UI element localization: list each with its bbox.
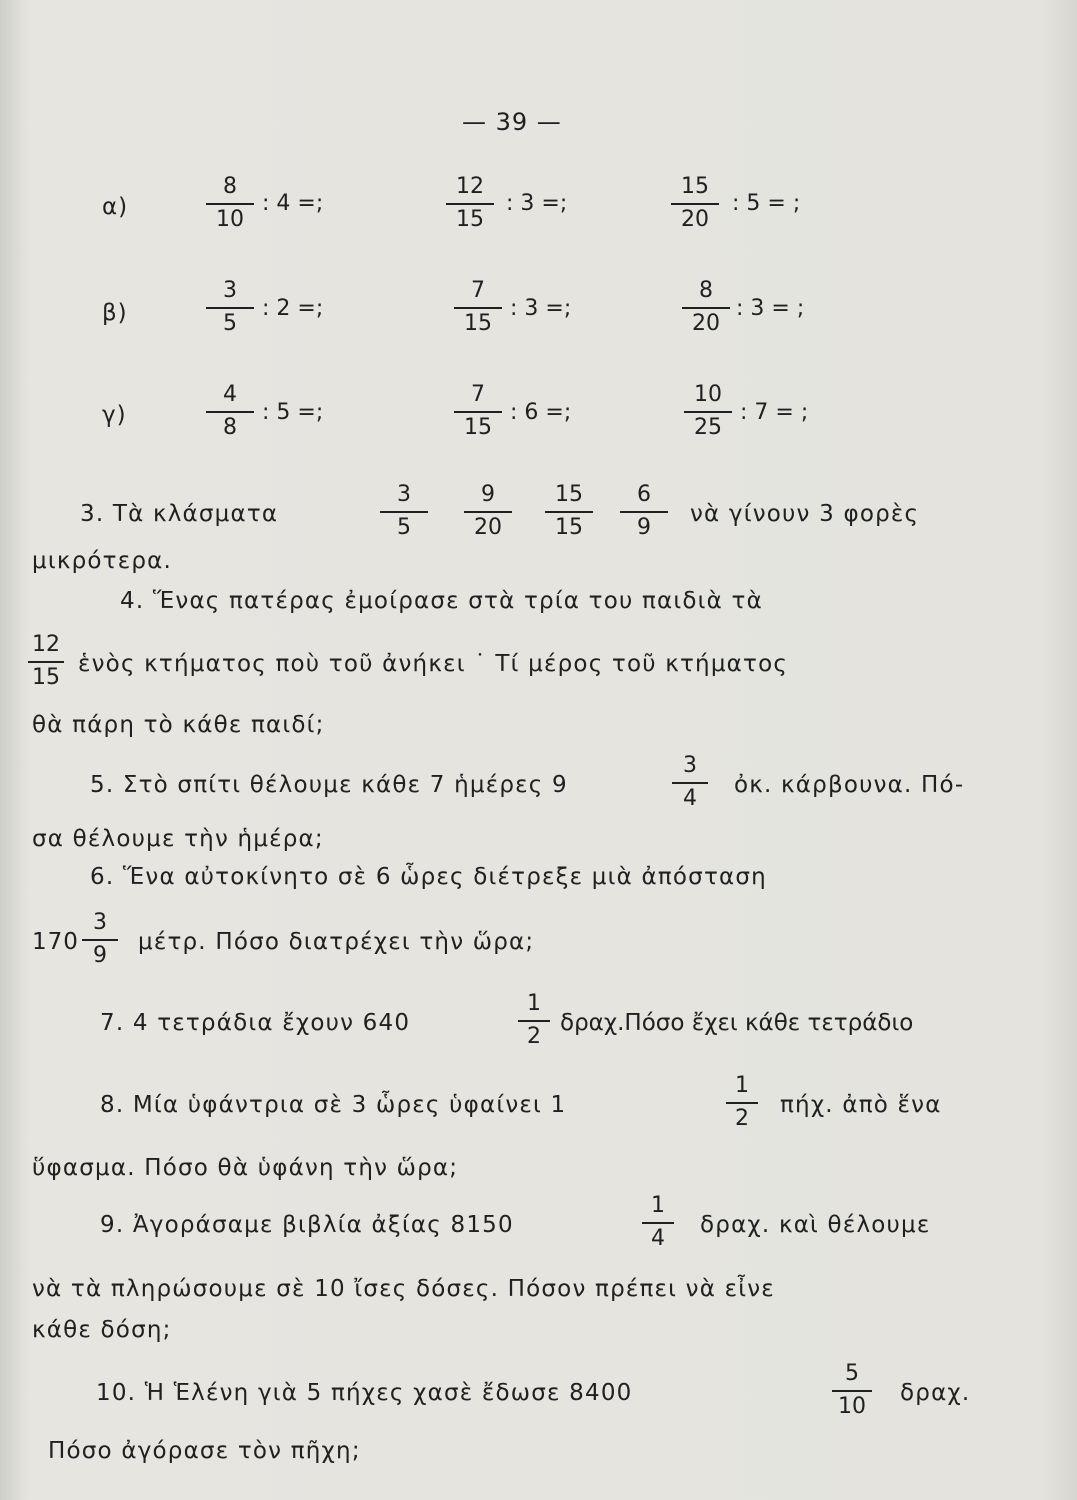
problem-text: 9. Ἀγοράσαμε βιβλία ἀξίας 8150 [100,1212,514,1238]
fraction: 3 5 [200,280,260,337]
problem-text: ὕφασμα. Πόσο θὰ ὑφάνη τὴν ὥρα; [32,1155,459,1181]
fraction: 1 2 [504,993,564,1050]
operation: : 4 =; [262,191,324,216]
problem-text: ὀκ. κάρβουνα. Πό- [734,772,965,798]
problem-text: 7. 4 τετράδια ἔχουν 640 [100,1010,411,1036]
problem-text: δραχ.Πόσο ἔχει κάθε τετράδιο [560,1010,914,1036]
operation: : 3 =; [510,296,572,321]
fraction: 12 15 [16,634,76,691]
row-label: β) [102,300,128,326]
fraction: 10 25 [678,384,738,441]
problem-number: 170 [32,929,79,955]
problem-text: νὰ τὰ πληρώσουμε σὲ 10 ἴσες δόσες. Πόσον πρέπει νὰ εἶνε [32,1276,775,1302]
problem-text: μέτρ. Πόσο διατρέχει τὴν ὥρα; [138,929,535,955]
problem-text: 3. Τὰ κλάσματα [80,501,279,527]
fraction: 3 5 [374,484,434,541]
fraction: 15 15 [539,484,599,541]
operation: : 2 =; [262,296,324,321]
row-label: γ) [102,402,127,428]
page-number: — 39 — [462,108,562,136]
fraction: 7 15 [448,384,508,441]
problem-text: 10. Ἡ Ἑλένη γιὰ 5 πήχες χασὲ ἔδωσε 8400 [96,1380,633,1406]
fraction: 6 9 [614,484,674,541]
problem-text: μικρότερα. [32,548,172,574]
problem-text: 4. Ἕνας πατέρας ἐμοίρασε στὰ τρία του παιδιὰ τὰ [120,588,763,614]
fraction: 15 20 [665,176,725,233]
problem-text: δραχ. [900,1380,971,1406]
operation: : 6 =; [510,400,572,425]
row-label: α) [102,194,129,220]
problem-text: 8. Μία ὑφάντρια σὲ 3 ὧρες ὑφαίνει 1 [100,1092,567,1118]
fraction: 9 20 [458,484,518,541]
operation: : 5 = ; [732,191,801,216]
operation: : 3 =; [506,191,568,216]
problem-text: κάθε δόση; [32,1317,172,1343]
fraction: 4 8 [200,384,260,441]
fraction: 5 10 [822,1363,882,1420]
operation: : 3 = ; [736,296,805,321]
problem-text: 6. Ἕνα αὐτοκίνητο σὲ 6 ὧρες διέτρεξε μιὰ ἀπόσταση [90,864,767,890]
fraction: 8 20 [676,280,736,337]
operation: : 7 = ; [740,400,809,425]
problem-text: νὰ γίνουν 3 φορὲς [690,501,920,527]
fraction: 12 15 [440,176,500,233]
problem-text: Πόσο ἀγόρασε τὸν πῆχη; [48,1438,361,1464]
problem-text: θὰ πάρη τὸ κάθε παιδί; [32,712,325,738]
problem-text: πήχ. ἀπὸ ἕνα [780,1092,942,1118]
problem-text: σα θέλουμε τὴν ἡμέρα; [32,826,324,852]
fraction: 3 4 [660,755,720,812]
fraction: 3 9 [70,912,130,969]
fraction: 8 10 [200,176,260,233]
problem-text: δραχ. καὶ θέλουμε [700,1212,931,1238]
problem-text: ἑνὸς κτήματος ποὺ τοῦ ἀνήκει ˙ Τί μέρος τοῦ κτήματος [78,651,789,677]
fraction: 1 4 [628,1195,688,1252]
fraction: 1 2 [712,1075,772,1132]
operation: : 5 =; [262,400,324,425]
fraction: 7 15 [448,280,508,337]
problem-text: 5. Στὸ σπίτι θέλουμε κάθε 7 ἡμέρες 9 [90,772,568,798]
